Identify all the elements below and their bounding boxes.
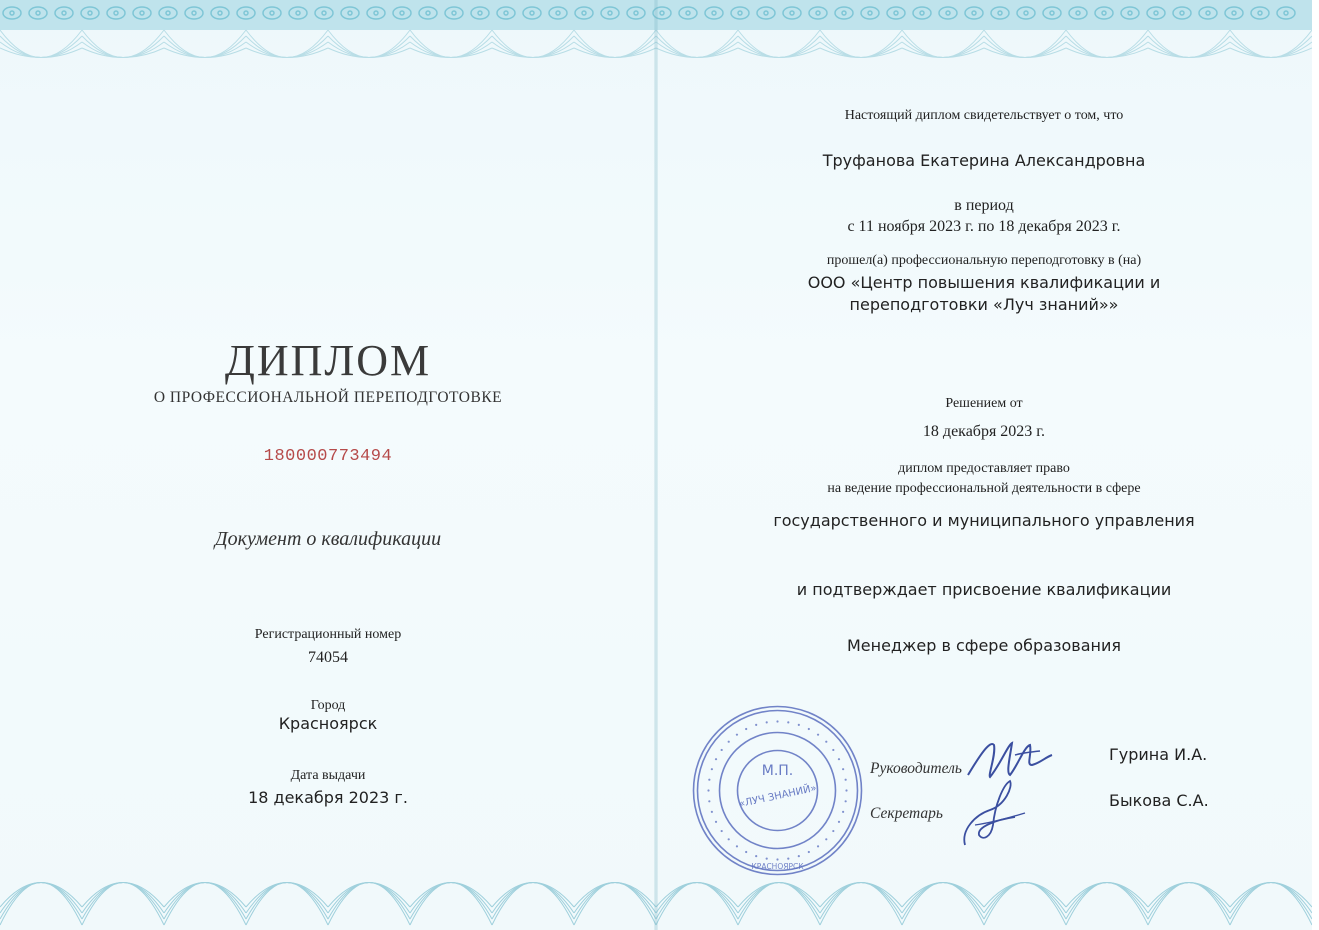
- right-text-line-1: диплом предоставляет право: [898, 461, 1070, 476]
- stamp-mp-text: М.П.: [761, 763, 794, 779]
- secretary-signature: [955, 775, 1035, 850]
- city-label: Город: [310, 698, 346, 713]
- stamp-city-text: КРАСНОЯРСК: [751, 862, 804, 871]
- passed-text: прошел(а) профессиональную переподготовку в (на): [826, 253, 1142, 268]
- city-value: Красноярск: [278, 714, 378, 733]
- organization-line-2: переподготовки «Луч знаний»»: [849, 295, 1119, 314]
- confirm-text: и подтверждает присвоение квалификации: [796, 580, 1172, 599]
- serial-number: 180000773494: [263, 447, 393, 466]
- decision-label: Решением от: [945, 396, 1023, 411]
- activity-sphere: государственного и муниципального управления: [773, 511, 1195, 530]
- diploma-title: ДИПЛОМ: [224, 336, 432, 385]
- intro-text: Настоящий диплом свидетельствует о том, что: [844, 108, 1124, 123]
- period-label: в период: [954, 197, 1014, 214]
- left-page: [0, 0, 656, 930]
- registration-number: 74054: [308, 649, 348, 666]
- organization-line-1: ООО «Центр повышения квалификации и: [807, 273, 1161, 292]
- organization-stamp: [690, 703, 865, 878]
- right-text-line-2: на ведение профессиональной деятельности в сфере: [827, 481, 1141, 496]
- decision-date: 18 декабря 2023 г.: [922, 423, 1046, 440]
- issue-date-label: Дата выдачи: [290, 768, 366, 783]
- document-type: Документ о квалификации: [214, 528, 442, 550]
- qualification: Менеджер в сфере образования: [846, 636, 1122, 655]
- secretary-label: Секретарь: [870, 805, 943, 822]
- head-name: Гурина И.А.: [1109, 745, 1208, 764]
- diploma-subtitle: О ПРОФЕССИОНАЛЬНОЙ ПЕРЕПОДГОТОВКЕ: [153, 389, 503, 406]
- secretary-name: Быкова С.А.: [1109, 791, 1209, 810]
- stamp-center-text: «ЛУЧ ЗНАНИЙ»: [737, 782, 818, 811]
- issue-date: 18 декабря 2023 г.: [248, 788, 408, 807]
- period-dates: с 11 ноября 2023 г. по 18 декабря 2023 г.: [847, 218, 1121, 235]
- head-label: Руководитель: [870, 760, 962, 777]
- registration-label: Регистрационный номер: [254, 627, 402, 642]
- holder-name: Труфанова Екатерина Александровна: [822, 151, 1146, 170]
